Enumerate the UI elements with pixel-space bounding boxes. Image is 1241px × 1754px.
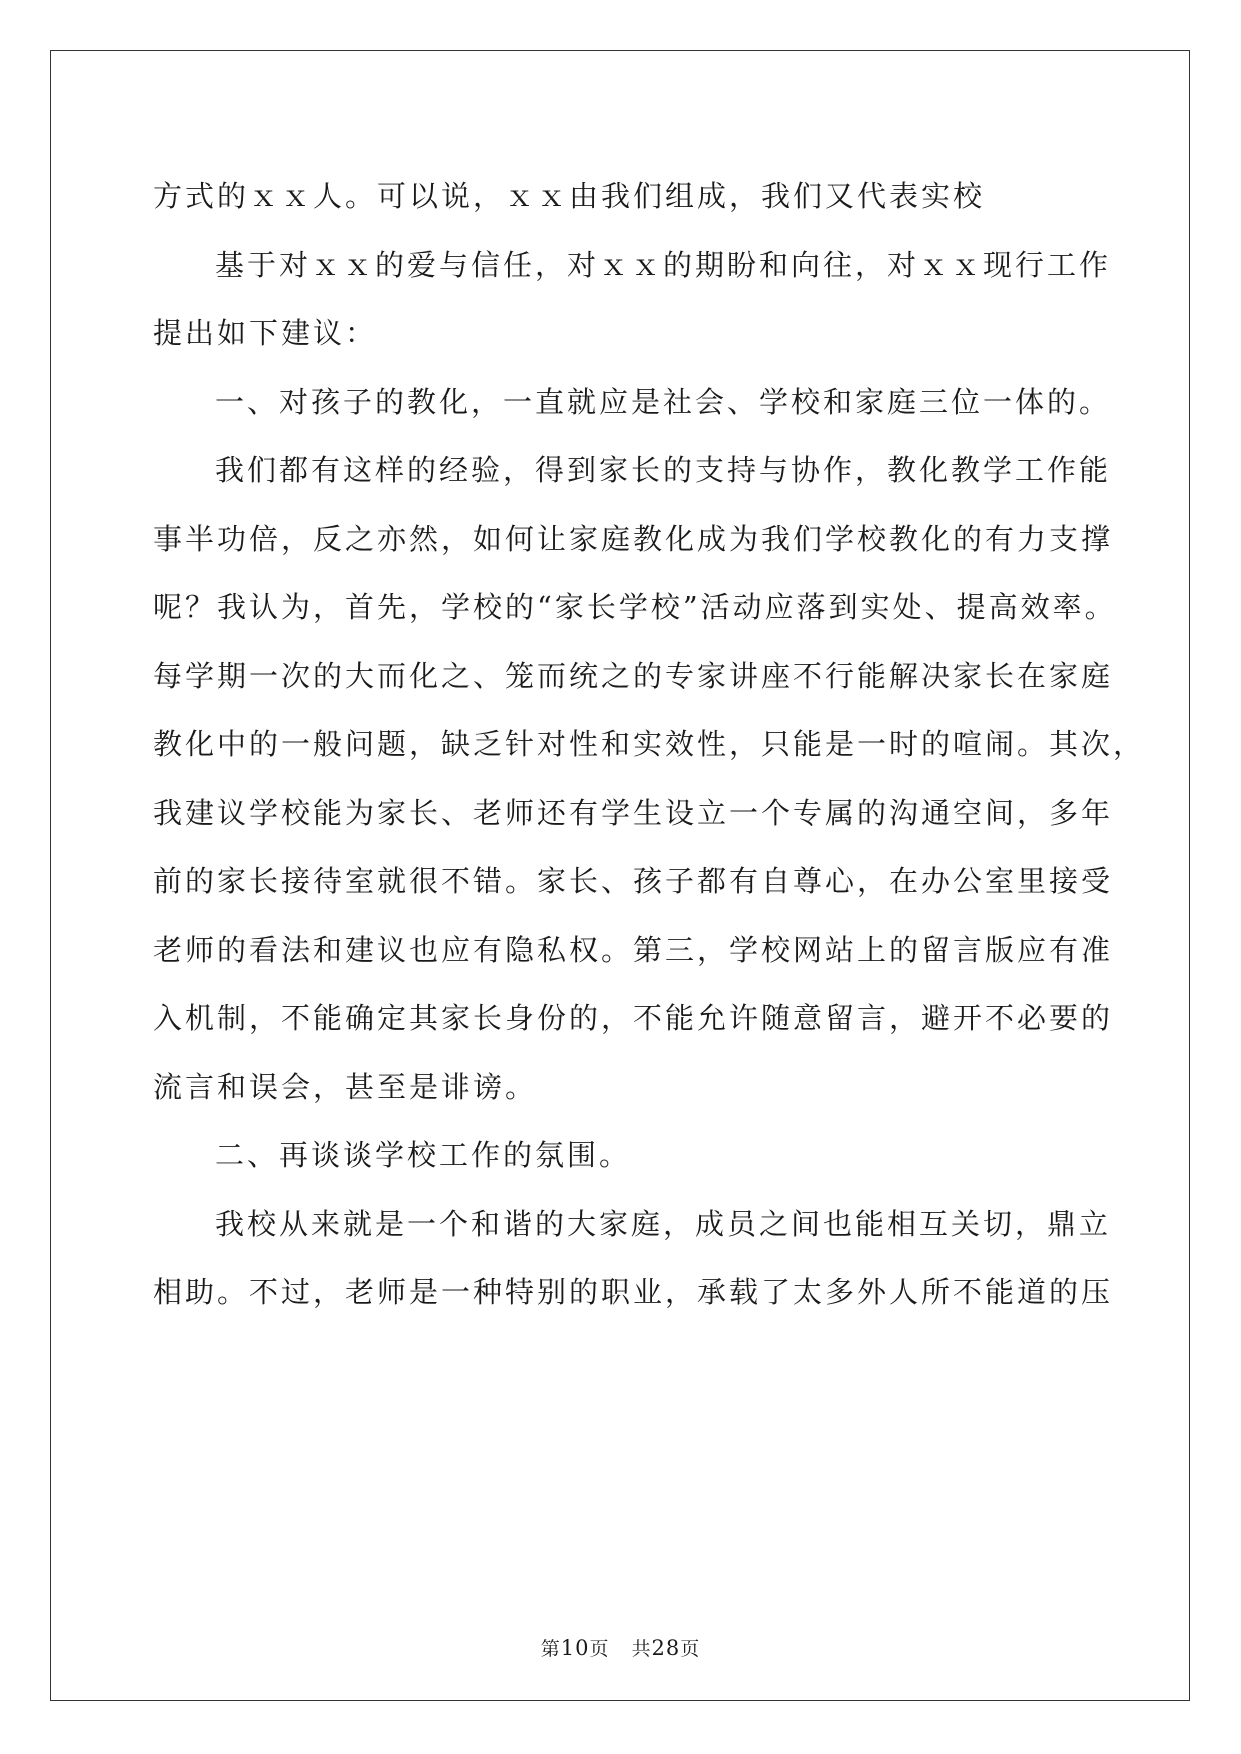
text-line: 每学期一次的大而化之、笼而统之的专家讲座不行能解决家长在家庭: [153, 658, 1114, 693]
text-line: 流言和误会，甚至是诽谤。: [153, 1069, 538, 1104]
text-line: 老师的看法和建议也应有隐私权。第三，学校网站上的留言版应有准: [153, 932, 1114, 967]
text-line: 基于对ｘｘ的爱与信任，对ｘｘ的期盼和向往，对ｘｘ现行工作: [215, 247, 1112, 282]
current-page-number: 10: [560, 1636, 590, 1660]
text-line: 呢？我认为，首先，学校的“家长学校”活动应落到实处、提高效率。: [153, 590, 1117, 624]
text-line: 二、再谈谈学校工作的氛围。: [215, 1138, 632, 1172]
total-suffix: 页: [680, 1638, 701, 1660]
text-line: 前的家长接待室就很不错。家长、孩子都有自尊心，在办公室里接受: [153, 864, 1114, 898]
page-suffix: 页: [589, 1638, 610, 1660]
text-line: 我校从来就是一个和谐的大家庭，成员之间也能相互关切，鼎立: [215, 1206, 1112, 1241]
page-prefix: 第: [540, 1638, 561, 1660]
text-line: 提出如下建议：: [153, 316, 378, 350]
text-line: 事半功倍，反之亦然，如何让家庭教化成为我们学校教化的有力支撑: [153, 521, 1114, 556]
text-line: 方式的ｘｘ人。可以说，ｘｘ由我们组成，我们又代表实校: [153, 179, 986, 213]
total-prefix: 共: [631, 1638, 652, 1660]
page-footer: [0, 1634, 1241, 1661]
text-line: 教化中的一般问题，缺乏针对性和实效性，只能是一时的喧闹。其次，: [153, 727, 1146, 761]
total-pages-number: 28: [651, 1636, 681, 1660]
text-line: 我建议学校能为家长、老师还有学生设立一个专属的沟通空间，多年: [153, 795, 1114, 830]
text-line: 相助。不过，老师是一种特别的职业，承载了太多外人所不能道的压: [153, 1275, 1114, 1309]
text-line: 入机制，不能确定其家长身份的，不能允许随意留言，避开不必要的: [153, 1001, 1114, 1035]
document-body: [153, 162, 1146, 1327]
text-line: 我们都有这样的经验，得到家长的支持与协作，教化教学工作能: [215, 453, 1112, 487]
text-line: 一、对孩子的教化，一直就应是社会、学校和家庭三位一体的。: [215, 384, 1112, 419]
